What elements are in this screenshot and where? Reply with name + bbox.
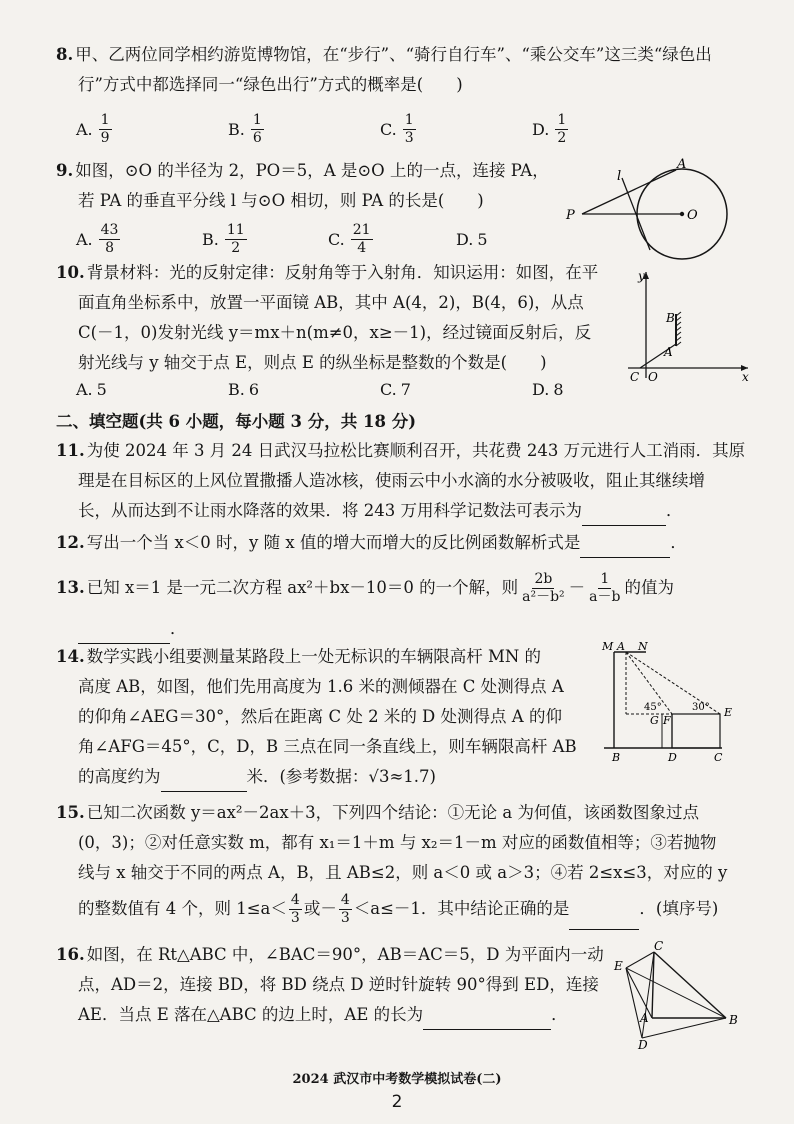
option-a: A. $\frac{43}{8}$ <box>76 222 119 256</box>
option-a: A. 5 <box>76 380 107 399</box>
page-number: 2 <box>391 1092 403 1112</box>
label-m: M <box>602 640 614 653</box>
answer-blank[interactable] <box>161 769 247 792</box>
question-11: 11. 为使 2024 年 3 月 24 日武汉马拉松比赛顺利召开，共花费 243 万元进行人工消雨．其原 理是在目标区的上风位置撒播人造冰核，使雨云中小水滴的水分被吸收，阻止其继续增 长，从而达到不让雨水降落的效果．将 243 万用科学记数法可表示为 ． <box>56 436 745 526</box>
question-text: 如图，在 Rt△ABC 中，∠BAC＝90°，AB＝AC＝5，D 为平面内一动 <box>86 945 604 964</box>
fraction: $\frac{4}{3}$ <box>340 892 350 926</box>
label-b: B <box>612 751 621 764</box>
footer-title: 2024 武汉市中考数学模拟试卷(二) <box>292 1072 502 1087</box>
label-l: l <box>617 169 622 184</box>
label-y: y <box>638 269 645 283</box>
question-text: 已知二次函数 y＝ax²－2ax＋3，下列四个结论：①无论 a 为何值，该函数图象过点 <box>86 803 700 822</box>
question-number: 11. <box>56 441 85 460</box>
question-number: 14. <box>56 647 85 666</box>
label-p: P <box>566 208 575 223</box>
question-text: 的高度约为 <box>78 767 161 786</box>
answer-blank[interactable] <box>78 621 170 644</box>
label-b: B <box>729 1013 738 1027</box>
question-13: 13. 已知 x＝1 是一元二次方程 ax²＋bx－10＝0 的一个解，则 $\frac{2b}{\text{a²－b²}}$ － $\frac{1}{a-b}$ 的值为 ． <box>56 568 674 644</box>
option-d: D. $\frac{1}{2}$ <box>532 112 567 146</box>
label-n: N <box>638 640 648 653</box>
label-f: F <box>663 714 671 727</box>
question-text: 行”方式中都选择同一“绿色出行”方式的概率是( ) <box>78 75 463 94</box>
question-text: 的仰角∠AEG＝30°，然后在距离 C 处 2 米的 D 处测得点 A 的仰 <box>78 707 562 726</box>
label-o: O <box>648 370 658 384</box>
answer-blank[interactable] <box>423 1007 551 1030</box>
label-e: E <box>724 706 733 719</box>
fraction: $\frac{1}{2}$ <box>557 112 567 146</box>
label-c: C <box>714 751 723 764</box>
mirror-coordinate-figure <box>624 264 754 384</box>
question-12: 12. 写出一个当 x＜0 时，y 随 x 值的增大而增大的反比例函数解析式是 ． <box>56 528 687 558</box>
fraction: $\frac{2b}{\text{a²－b²}}$ <box>522 571 565 605</box>
question-text: 的整数值有 4 个，则 1≤a＜ <box>78 899 287 918</box>
question-15: 15. 已知二次函数 y＝ax²－2ax＋3，下列四个结论：①无论 a 为何值，该函数图象过点 (0，3)；②对任意实数 m，都有 x₁＝1＋m 与 x₂＝1－m 对应的函数值相等；③若抛物 线与 x 轴交于不同的两点 A，B，且 AB≤2，则 a＜0 或 a＞3；④若 2≤x≤3，对应的 y 的整数值有 4 个，则 1≤a＜ $\frac{4}{3}$ 或－ $\frac{4}{3}$ ＜a≤－1．其中结论正确的是 ．(填序号) <box>56 798 727 930</box>
question-text: 角∠AFG＝45°，C，D，B 三点在同一条直线上，则车辆限高杆 AB <box>78 737 577 756</box>
label-d: D <box>668 751 677 764</box>
question-8 <box>56 40 712 100</box>
label-a: A <box>677 158 687 172</box>
question-text: 高度 AB，如图，他们先用高度为 1.6 米的测倾器在 C 处测得点 A <box>78 677 564 696</box>
options-q8 <box>76 112 570 147</box>
label-c: C <box>630 370 640 384</box>
question-text: 若 PA 的垂直平分线 l 与⊙O 相切，则 PA 的长是( ) <box>78 191 484 210</box>
question-text: 背景材料：光的反射定律：反射角等于入射角．知识运用：如图，在平 <box>86 263 599 282</box>
label-d: D <box>638 1038 648 1050</box>
question-number: 12. <box>56 533 85 552</box>
section-heading: 二、填空题(共 6 小题，每小题 3 分，共 18 分) <box>56 412 417 431</box>
question-text: 数学实践小组要测量某路段上一处无标识的车辆限高杆 MN 的 <box>86 647 542 666</box>
question-14: 14. 数学实践小组要测量某路段上一处无标识的车辆限高杆 MN 的 高度 AB，如图，他们先用高度为 1.6 米的测倾器在 C 处测得点 A 的仰角∠AEG＝30°，然后在距离 C 处 2 米的 D 处测得点 A 的仰 角∠AFG＝45°，C，D，B 三点在同一条直线上，则车辆限高杆 AB 的高度约为 米．(参考数据：√3≈1.7) <box>56 642 577 792</box>
question-text: 如图，⊙O 的半径为 2，PO＝5，A 是⊙O 上的一点，连接 PA， <box>75 161 549 180</box>
label-b: B <box>666 311 675 325</box>
answer-blank[interactable] <box>569 907 639 930</box>
label-a: A <box>617 640 625 653</box>
question-text: 点，AD＝2，连接 BD，将 BD 绕点 D 逆时针旋转 90°得到 ED，连接 <box>78 975 599 994</box>
label-o: O <box>687 208 698 223</box>
fraction: $\frac{1}{6}$ <box>252 112 262 146</box>
question-text: 射光线与 y 轴交于点 E，则点 E 的纵坐标是整数的个数是( ) <box>78 353 547 372</box>
question-text: 为使 2024 年 3 月 24 日武汉马拉松比赛顺利召开，共花费 243 万元进行人工消雨．其原 <box>86 441 746 460</box>
circle-tangent-figure <box>560 158 740 263</box>
question-text: 面直角坐标系中，放置一平面镜 AB，其中 A(4，2)，B(4，6)，从点 <box>78 293 584 312</box>
fraction: $\frac{1}{a-b}$ <box>589 571 621 605</box>
option-b: B. $\frac{1}{6}$ <box>228 112 262 146</box>
question-10 <box>56 258 598 378</box>
question-text: AE．当点 E 落在△ABC 的边上时，AE 的长为 <box>78 1005 424 1024</box>
option-c: C. $\frac{21}{4}$ <box>328 222 371 256</box>
option-d: D. 5 <box>456 230 488 249</box>
fraction: $\frac{1}{9}$ <box>100 112 110 146</box>
question-number: 8. <box>56 45 74 64</box>
fraction: $\frac{43}{8}$ <box>100 222 119 256</box>
option-b: B. $\frac{11}{2}$ <box>202 222 245 256</box>
fraction: $\frac{4}{3}$ <box>290 892 300 926</box>
label-g: G <box>650 714 659 727</box>
angle-30: 30° <box>692 702 710 713</box>
option-a: A. $\frac{1}{9}$ <box>76 112 110 146</box>
question-number: 9. <box>56 161 74 180</box>
fraction: $\frac{21}{4}$ <box>352 222 371 256</box>
question-number: 15. <box>56 803 85 822</box>
question-number: 13. <box>56 578 85 597</box>
question-text: 长，从而达到不让雨水降落的效果．将 243 万用科学记数法可表示为 <box>78 501 582 520</box>
question-text: 已知 x＝1 是一元二次方程 ax²＋bx－10＝0 的一个解，则 <box>86 578 519 597</box>
question-text: 理是在目标区的上风位置撒播人造冰核，使雨云中小水滴的水分被吸收，阻止其继续增 <box>78 471 705 490</box>
answer-blank[interactable] <box>580 535 670 558</box>
height-bar-figure <box>600 640 760 765</box>
question-number: 16. <box>56 945 85 964</box>
question-number: 10. <box>56 263 85 282</box>
fraction: $\frac{11}{2}$ <box>226 222 245 256</box>
question-16: 16. 如图，在 Rt△ABC 中，∠BAC＝90°，AB＝AC＝5，D 为平面内一动 点，AD＝2，连接 BD，将 BD 绕点 D 逆时针旋转 90°得到 ED，连接 AE．当点 E 落在△ABC 的边上时，AE 的长为 ． <box>56 940 604 1030</box>
angle-45: 45° <box>644 702 662 713</box>
triangle-rotation-figure <box>608 940 748 1050</box>
options-q10 <box>76 380 564 399</box>
label-e: E <box>614 959 623 973</box>
question-text: 写出一个当 x＜0 时，y 随 x 值的增大而增大的反比例函数解析式是 <box>86 533 581 552</box>
label-x: x <box>742 370 749 384</box>
label-a: A <box>640 1011 649 1025</box>
question-text: 甲、乙两位同学相约游览博物馆，在“步行”、“骑行自行车”、“乘公交车”这三类“绿色出 <box>75 45 712 64</box>
question-text: 线与 x 轴交于不同的两点 A，B，且 AB≤2，则 a＜0 或 a＞3；④若 2≤x≤3，对应的 y <box>78 863 728 882</box>
option-c: C. $\frac{1}{3}$ <box>380 112 414 146</box>
label-a: A <box>664 345 673 359</box>
option-d: D. 8 <box>532 380 564 399</box>
question-text: C(－1，0)发射光线 y＝mx＋n(m≠0，x≥－1)，经过镜面反射后，反 <box>78 323 592 342</box>
question-text: (0，3)；②对任意实数 m，都有 x₁＝1＋m 与 x₂＝1－m 对应的函数值相等；③若抛物 <box>78 833 717 852</box>
answer-blank[interactable] <box>582 503 666 526</box>
fraction: $\frac{1}{3}$ <box>404 112 414 146</box>
question-9 <box>56 156 549 216</box>
label-c: C <box>654 940 664 953</box>
options-q9 <box>76 222 488 257</box>
option-c: C. 7 <box>380 380 411 399</box>
option-b: B. 6 <box>228 380 260 399</box>
